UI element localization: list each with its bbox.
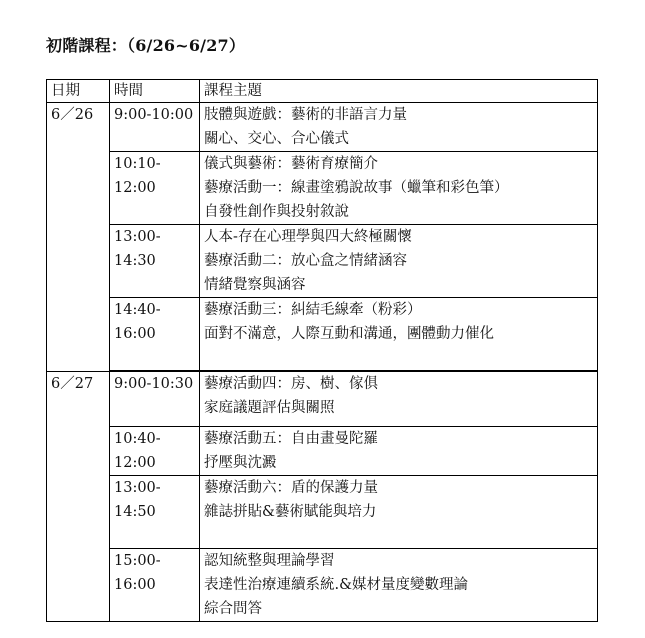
topic-line: 認知統整與理論學習 [204, 553, 335, 569]
topic-line: 情緒覺察與涵容 [204, 277, 306, 293]
time-text: 13:00- [114, 480, 161, 496]
time-cell [110, 427, 200, 476]
topic-line: 關心、交心、合心儀式 [204, 131, 349, 147]
time-text: 14:50 [114, 504, 156, 520]
date-label: 6／27 [51, 376, 94, 392]
time-text: 9:00-10:00 [114, 107, 194, 123]
time-cell [110, 476, 200, 549]
topic-line: 藝療活動二：放心盒之情緒涵容 [204, 253, 407, 269]
time-text: 15:00- [114, 553, 161, 569]
topic-cell [200, 225, 598, 298]
topic-cell [200, 298, 598, 371]
topic-cell [200, 152, 598, 225]
time-text: 9:00-10:30 [114, 376, 194, 392]
topic-line: 家庭議題評估與關照 [204, 400, 335, 416]
table-row [47, 427, 598, 476]
topic-line: 面對不滿意，人際互動和溝通，團體動力催化 [204, 326, 494, 342]
time-text: 12:00 [114, 180, 156, 196]
table-row [47, 152, 598, 225]
time-text: 13:00- [114, 229, 161, 245]
topic-line: 藝療活動四：房、樹、傢俱 [204, 376, 378, 392]
topic-line: 儀式與藝術：藝術育療簡介 [204, 156, 378, 172]
time-cell [110, 103, 200, 152]
topic-cell [200, 549, 598, 622]
time-text: 16:00 [114, 577, 156, 593]
page-title: 初階課程：（6/26~6/27） [46, 36, 246, 55]
topic-cell [200, 427, 598, 476]
topic-cell [200, 372, 598, 427]
time-cell [110, 549, 200, 622]
topic-line: 藝療活動三：糾結毛線牽（粉彩） [204, 302, 422, 318]
topic-line: 自發性創作與投射敘說 [204, 204, 349, 220]
topic-line: 綜合問答 [204, 601, 262, 617]
schedule-table [46, 79, 598, 622]
table-row [47, 549, 598, 622]
time-cell [110, 298, 200, 371]
table-row [47, 298, 598, 371]
table-row [47, 225, 598, 298]
header-time: 時間 [110, 80, 200, 103]
topic-line: 藝療活動一：線畫塗鴉說故事（蠟筆和彩色筆） [204, 180, 509, 196]
date-cell [47, 372, 110, 622]
topic-cell [200, 476, 598, 549]
time-cell [110, 225, 200, 298]
topic-line: 抒壓與沈澱 [204, 455, 277, 471]
time-text: 16:00 [114, 326, 156, 342]
table-row [47, 103, 598, 152]
topic-line: 表達性治療連續系統.&媒材量度變數理論 [204, 577, 469, 593]
date-label: 6／26 [51, 107, 94, 123]
time-text: 10:10- [114, 156, 161, 172]
time-text: 14:30 [114, 253, 156, 269]
topic-line: 肢體與遊戲：藝術的非語言力量 [204, 107, 407, 123]
date-cell [47, 103, 110, 372]
time-text: 14:40- [114, 302, 161, 318]
time-text: 12:00 [114, 455, 156, 471]
table-row [47, 476, 598, 549]
topic-line: 雜誌拼貼&藝術賦能與培力 [204, 504, 377, 520]
topic-line: 人本-存在心理學與四大終極關懷 [204, 229, 412, 245]
header-topic: 課程主題 [200, 80, 598, 103]
time-cell [110, 372, 200, 427]
topic-cell [200, 103, 598, 152]
header-date: 日期 [47, 80, 110, 103]
table-header-row [47, 80, 598, 103]
topic-line: 藝療活動六：盾的保護力量 [204, 480, 378, 496]
time-text: 10:40- [114, 431, 161, 447]
topic-line: 藝療活動五：自由畫曼陀羅 [204, 431, 378, 447]
time-cell [110, 152, 200, 225]
table-row [47, 372, 598, 427]
